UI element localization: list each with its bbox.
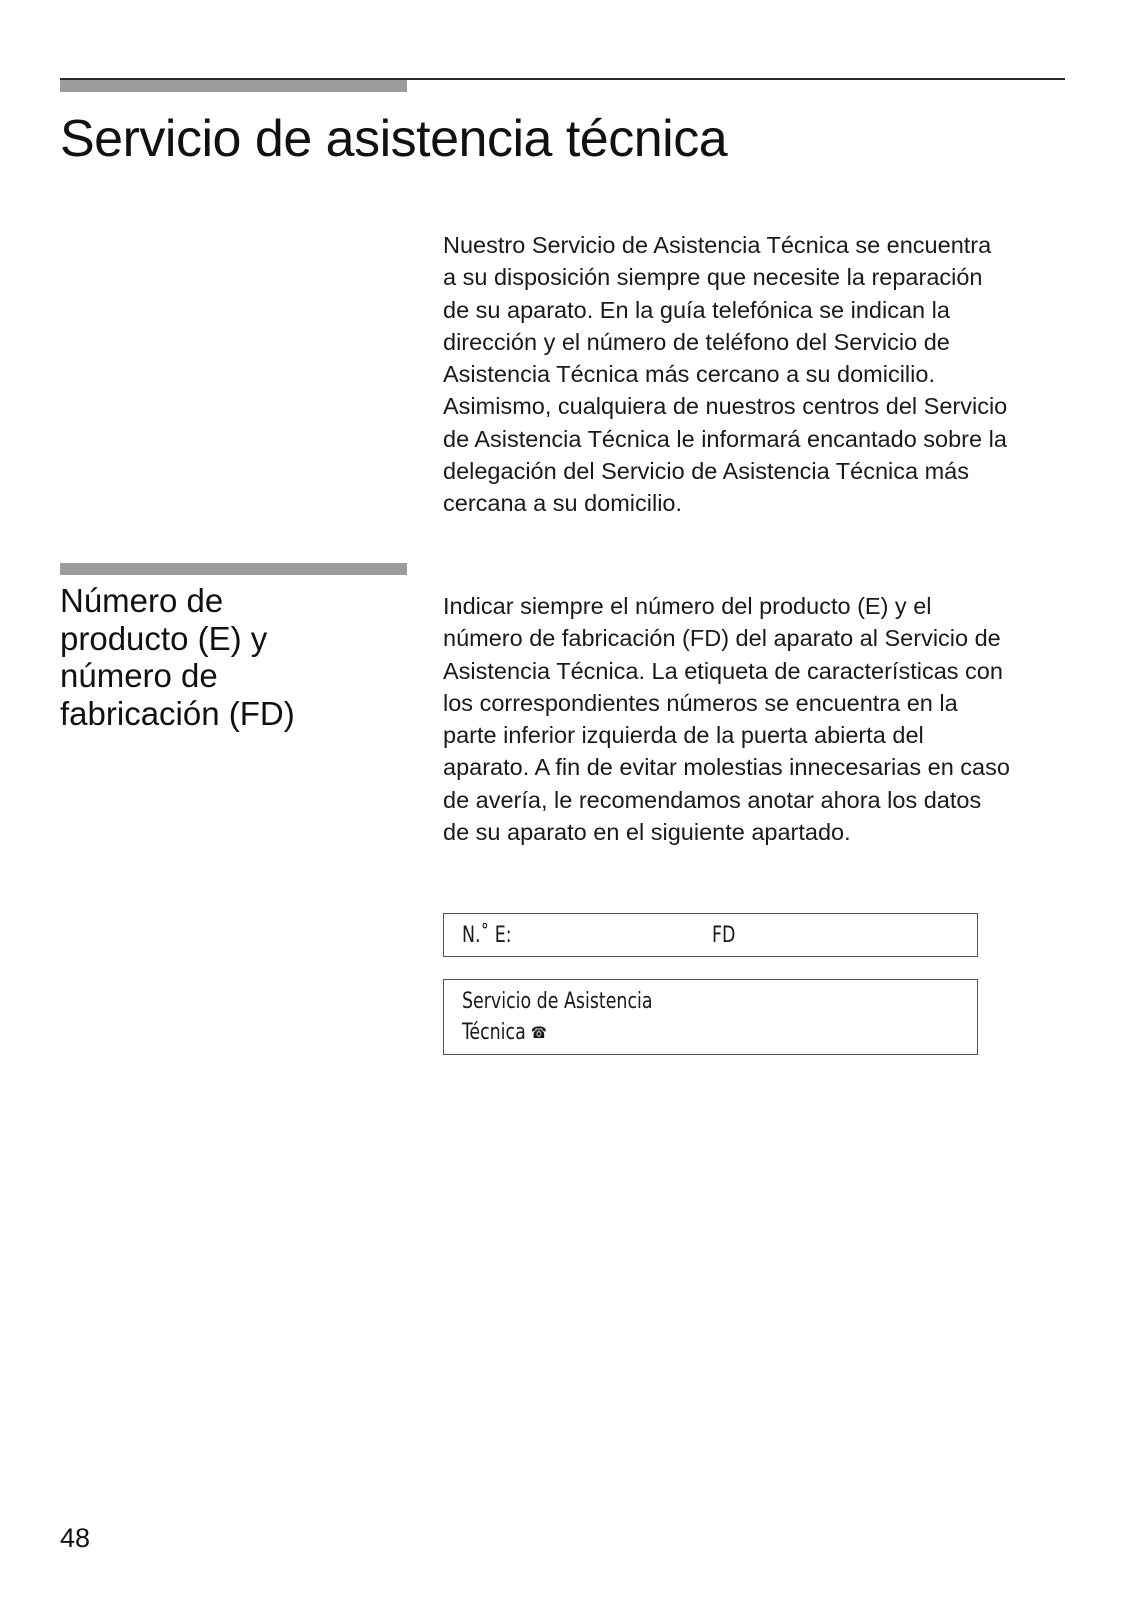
intro-line: dirección y el número de teléfono del Servicio de: [443, 328, 950, 355]
section-line: de su aparato en el siguiente apartado.: [443, 819, 851, 846]
section-heading-line: producto (E) y: [60, 619, 268, 657]
section-line: los correspondientes números se encuentra en la: [443, 689, 958, 716]
intro-line: de Asistencia Técnica le informará encantado sobre la: [443, 425, 1007, 452]
section-heading-line: número de: [60, 657, 218, 694]
phone-icon: ☎: [531, 1023, 547, 1042]
intro-line: a su disposición siempre que necesite la reparación: [443, 264, 983, 291]
section-line: de avería, le recomendamos anotar ahora los datos: [443, 786, 982, 813]
service-label-line2: Técnica: [462, 1020, 526, 1045]
service-label-line2-wrap: [462, 1020, 547, 1045]
intro-paragraph: [443, 229, 1083, 520]
page-title: Servicio de asistencia técnica: [60, 110, 728, 168]
intro-line: de su aparato. En la guía telefónica se indican la: [443, 296, 950, 323]
section-heading-line: Número de: [60, 582, 224, 619]
section-line: Indicar siempre el número del producto (E) y el: [443, 593, 932, 619]
section-line: número de fabricación (FD) del aparato al Servicio de: [443, 625, 1001, 652]
section-heading-line: fabricación (FD): [60, 694, 295, 732]
section-paragraph: [443, 590, 1083, 848]
service-label-line1: Servicio de Asistencia: [462, 989, 653, 1014]
e-number-label: N.˚ E:: [462, 923, 512, 948]
product-number-box: [443, 913, 978, 957]
section-rule-accent: [60, 563, 407, 575]
intro-line: Asimismo, cualquiera de nuestros centros del Servicio: [443, 393, 1008, 420]
section-line: Asistencia Técnica. La etiqueta de características con: [443, 657, 1003, 684]
section-heading: [60, 582, 400, 732]
intro-line: delegación del Servicio de Asistencia Técnica más: [443, 458, 969, 485]
section-line: parte inferior izquierda de la puerta abierta del: [443, 722, 924, 749]
intro-line: Nuestro Servicio de Asistencia Técnica se encuentra: [443, 232, 992, 258]
section-line: aparato. A fin de evitar molestias innecesarias en caso: [443, 754, 1010, 781]
intro-line: cercana a su domicilio.: [443, 490, 683, 517]
service-contact-box: [443, 979, 978, 1055]
page-number: 48: [60, 1523, 91, 1553]
fd-number-label: FD: [712, 923, 736, 948]
intro-line: Asistencia Técnica más cercano a su domicilio.: [443, 361, 935, 388]
top-rule-accent: [60, 80, 407, 92]
